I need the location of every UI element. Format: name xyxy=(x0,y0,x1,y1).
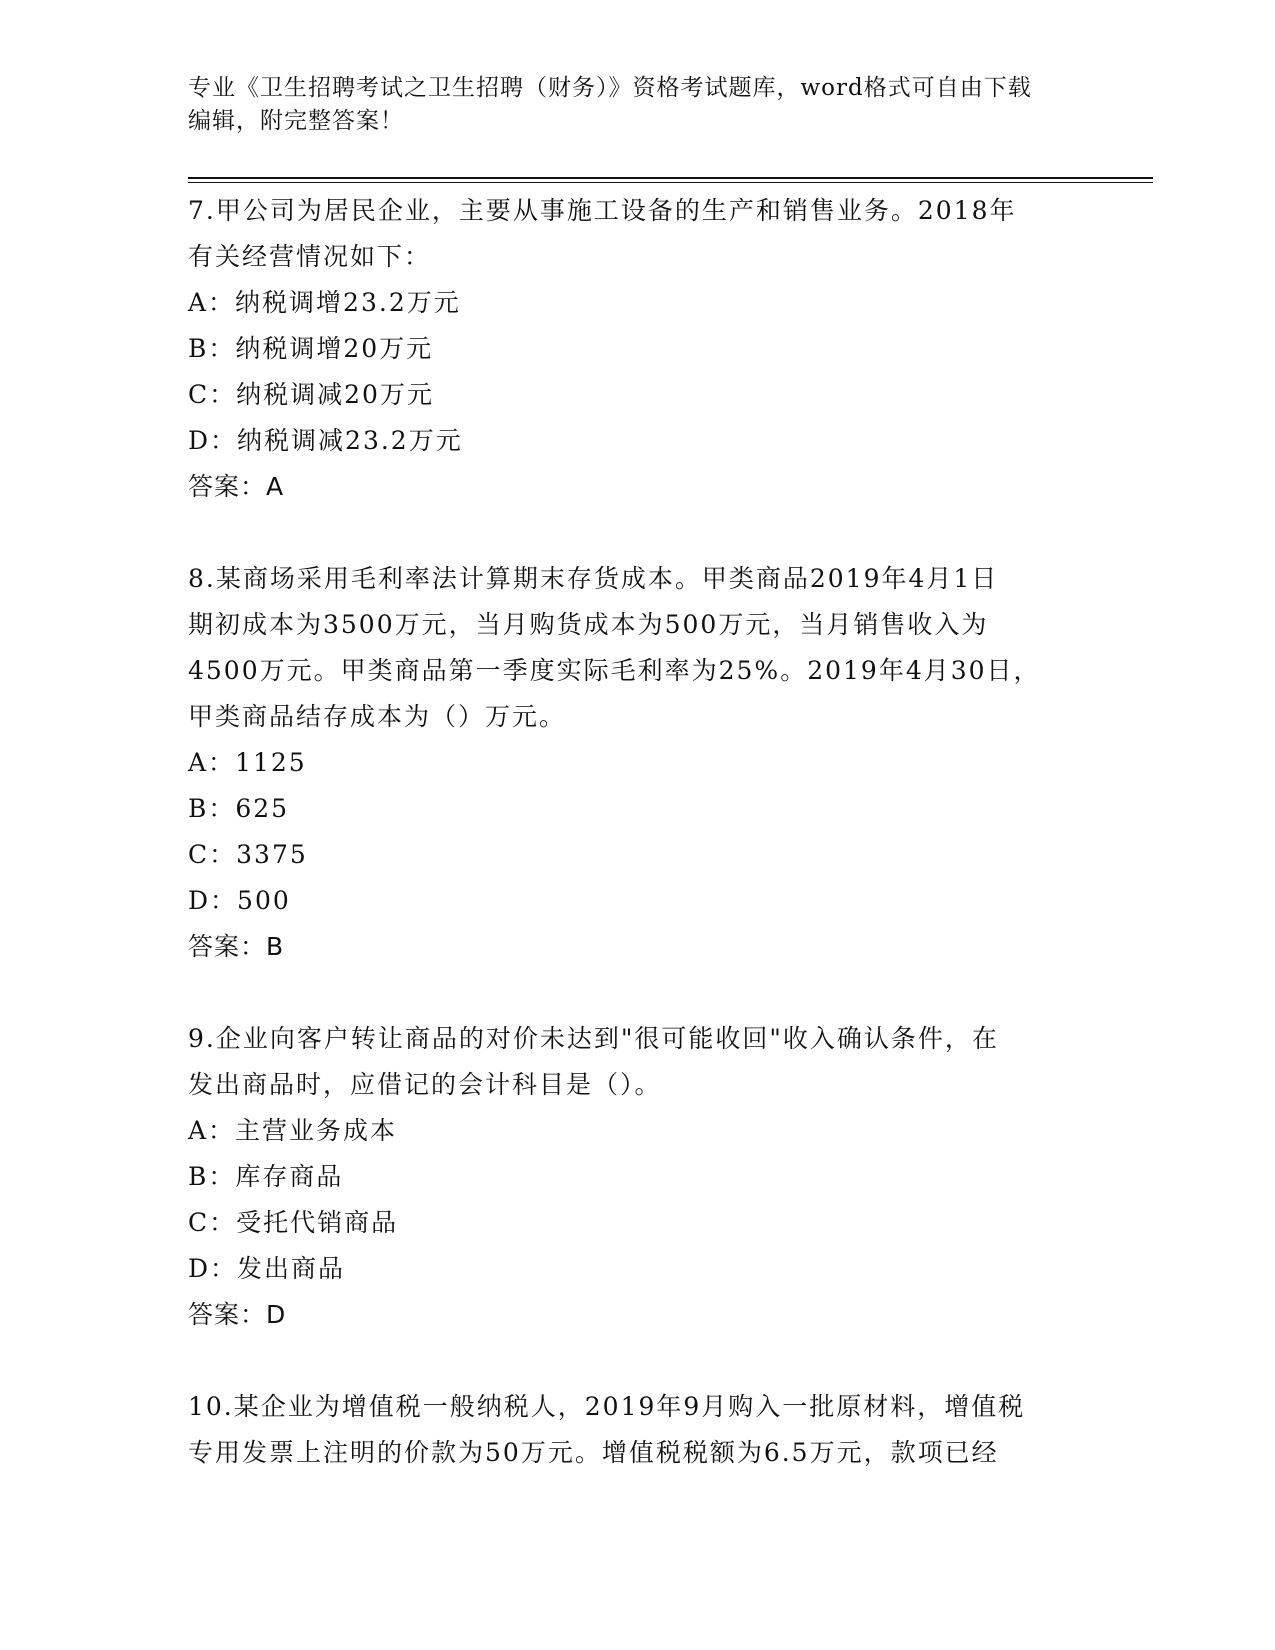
header-line-2: 编辑，附完整答案！ xyxy=(188,108,404,134)
option-b: B：625 xyxy=(188,794,290,823)
question-text-line: 发出商品时，应借记的会计科目是（）。 xyxy=(188,1070,662,1099)
question-text-line: 甲类商品结存成本为（）万元。 xyxy=(188,702,567,731)
option-b: B：库存商品 xyxy=(188,1162,344,1191)
question-8 xyxy=(188,556,1088,970)
answer-line: 答案：A xyxy=(188,472,285,501)
question-text-line: 7.甲公司为居民企业，主要从事施工设备的生产和销售业务。2018年 xyxy=(188,196,1017,225)
question-text-line: 10.某企业为增值税一般纳税人，2019年9月购入一批原材料，增值税 xyxy=(188,1392,1026,1421)
header-line-1: 专业《卫生招聘考试之卫生招聘（财务）》资格考试题库，word格式可自由下载 xyxy=(188,75,1032,101)
option-d: D：发出商品 xyxy=(188,1254,346,1283)
header-divider-thin xyxy=(188,182,1153,183)
answer-line: 答案：D xyxy=(188,1300,287,1329)
question-10 xyxy=(188,1384,1088,1476)
spacer xyxy=(188,510,1088,556)
option-d: D：纳税调减23.2万元 xyxy=(188,426,463,455)
option-c: C：受托代销商品 xyxy=(188,1208,399,1237)
question-text-line: 专用发票上注明的价款为50万元。增值税税额为6.5万元，款项已经 xyxy=(188,1438,999,1467)
question-text-line: 期初成本为3500万元，当月购货成本为500万元，当月销售收入为 xyxy=(188,610,989,639)
option-a: A：纳税调增23.2万元 xyxy=(188,288,461,317)
option-a: A：主营业务成本 xyxy=(188,1116,398,1145)
question-text-line: 有关经营情况如下： xyxy=(188,242,432,271)
spacer xyxy=(188,970,1088,1016)
spacer xyxy=(188,1338,1088,1384)
question-text-line: 4500万元。甲类商品第一季度实际毛利率为25%。2019年4月30日， xyxy=(188,656,1041,685)
header-divider-thick xyxy=(188,177,1153,179)
question-text-line: 8.某商场采用毛利率法计算期末存货成本。甲类商品2019年4月1日 xyxy=(188,564,999,593)
question-list xyxy=(188,188,1088,1476)
question-9 xyxy=(188,1016,1088,1338)
question-7 xyxy=(188,188,1088,510)
option-b: B：纳税调增20万元 xyxy=(188,334,434,363)
question-text-line: 9.企业向客户转让商品的对价未达到"很可能收回"收入确认条件，在 xyxy=(188,1024,999,1053)
answer-line: 答案：B xyxy=(188,932,285,961)
option-d: D：500 xyxy=(188,886,291,915)
option-a: A：1125 xyxy=(188,748,307,777)
document-header xyxy=(188,72,1068,138)
option-c: C：纳税调减20万元 xyxy=(188,380,434,409)
option-c: C：3375 xyxy=(188,840,308,869)
